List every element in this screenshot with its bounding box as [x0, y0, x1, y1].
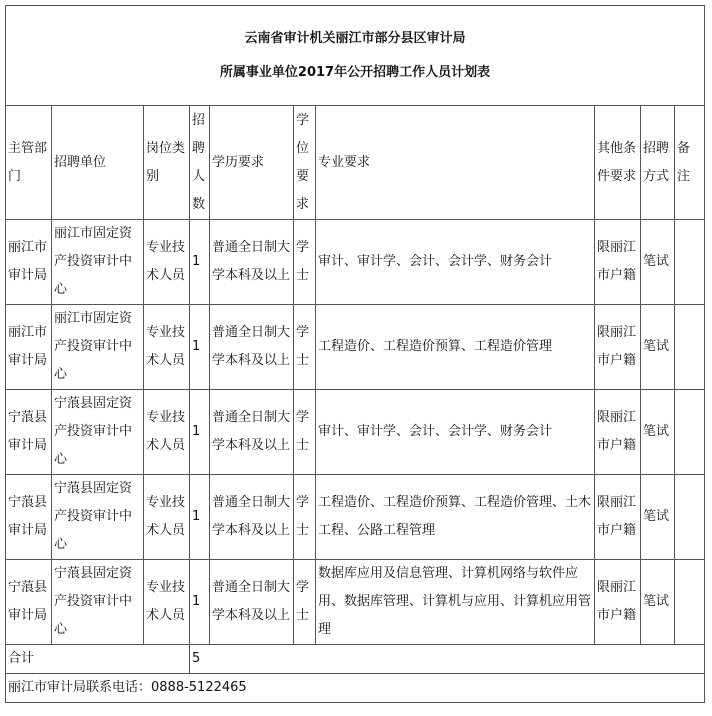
cell-category: 专业技术人员	[144, 560, 190, 645]
cell-count: 1	[190, 305, 210, 390]
contact-row	[6, 674, 705, 703]
cell-unit: 丽江市固定资产投资审计中心	[52, 220, 144, 305]
title-line-2: 所属事业单位2017年公开招聘工作人员计划表	[219, 64, 491, 80]
cell-education: 普通全日制大学本科及以上	[210, 305, 294, 390]
cell-method: 笔试	[641, 220, 675, 305]
contact-phone: 丽江市审计局联系电话：0888-5122465	[6, 674, 705, 703]
recruitment-plan-table	[5, 5, 705, 703]
cell-unit: 宁蒗县固定资产投资审计中心	[52, 390, 144, 475]
cell-category: 专业技术人员	[144, 475, 190, 560]
header-remark: 备注	[675, 106, 705, 220]
cell-major: 工程造价、工程造价预算、工程造价管理	[316, 305, 595, 390]
header-major: 专业要求	[316, 106, 595, 220]
total-row	[6, 645, 705, 674]
cell-method: 笔试	[641, 560, 675, 645]
cell-education: 普通全日制大学本科及以上	[210, 475, 294, 560]
title-row	[6, 6, 705, 106]
cell-other: 限丽江市户籍	[595, 560, 641, 645]
cell-remark	[675, 390, 705, 475]
cell-dept: 丽江市审计局	[6, 305, 52, 390]
cell-method: 笔试	[641, 305, 675, 390]
cell-remark	[675, 220, 705, 305]
table-row	[6, 390, 705, 475]
cell-other: 限丽江市户籍	[595, 305, 641, 390]
cell-other: 限丽江市户籍	[595, 475, 641, 560]
cell-unit: 丽江市固定资产投资审计中心	[52, 305, 144, 390]
cell-other: 限丽江市户籍	[595, 220, 641, 305]
cell-major: 审计、审计学、会计、会计学、财务会计	[316, 390, 595, 475]
total-value: 5	[190, 645, 705, 674]
header-dept: 主管部门	[6, 106, 52, 220]
header-count: 招聘人数	[190, 106, 210, 220]
cell-degree: 学士	[294, 475, 316, 560]
table-row	[6, 220, 705, 305]
table-row	[6, 475, 705, 560]
cell-major: 工程造价、工程造价预算、工程造价管理、土木工程、公路工程管理	[316, 475, 595, 560]
total-label: 合计	[6, 645, 190, 674]
cell-other: 限丽江市户籍	[595, 390, 641, 475]
cell-count: 1	[190, 560, 210, 645]
header-degree: 学位要求	[294, 106, 316, 220]
cell-remark	[675, 560, 705, 645]
table-row	[6, 305, 705, 390]
table-title	[6, 6, 705, 106]
cell-dept: 宁蒗县审计局	[6, 390, 52, 475]
header-unit: 招聘单位	[52, 106, 144, 220]
cell-degree: 学士	[294, 220, 316, 305]
cell-dept: 宁蒗县审计局	[6, 475, 52, 560]
cell-count: 1	[190, 475, 210, 560]
cell-unit: 宁蒗县固定资产投资审计中心	[52, 560, 144, 645]
header-other: 其他条件要求	[595, 106, 641, 220]
cell-education: 普通全日制大学本科及以上	[210, 220, 294, 305]
cell-unit: 宁蒗县固定资产投资审计中心	[52, 475, 144, 560]
cell-remark	[675, 475, 705, 560]
cell-count: 1	[190, 220, 210, 305]
cell-method: 笔试	[641, 390, 675, 475]
cell-count: 1	[190, 390, 210, 475]
cell-category: 专业技术人员	[144, 390, 190, 475]
cell-degree: 学士	[294, 305, 316, 390]
header-method: 招聘方式	[641, 106, 675, 220]
cell-dept: 宁蒗县审计局	[6, 560, 52, 645]
cell-category: 专业技术人员	[144, 305, 190, 390]
table-row	[6, 560, 705, 645]
cell-category: 专业技术人员	[144, 220, 190, 305]
cell-remark	[675, 305, 705, 390]
cell-major: 数据库应用及信息管理、计算机网络与软件应用、数据库管理、计算机与应用、计算机应用管理	[316, 560, 595, 645]
header-education: 学历要求	[210, 106, 294, 220]
cell-major: 审计、审计学、会计、会计学、财务会计	[316, 220, 595, 305]
title-line-1: 云南省审计机关丽江市部分县区审计局	[244, 30, 466, 46]
header-row	[6, 106, 705, 220]
cell-dept: 丽江市审计局	[6, 220, 52, 305]
cell-degree: 学士	[294, 560, 316, 645]
cell-education: 普通全日制大学本科及以上	[210, 390, 294, 475]
cell-method: 笔试	[641, 475, 675, 560]
cell-education: 普通全日制大学本科及以上	[210, 560, 294, 645]
cell-degree: 学士	[294, 390, 316, 475]
header-category: 岗位类别	[144, 106, 190, 220]
